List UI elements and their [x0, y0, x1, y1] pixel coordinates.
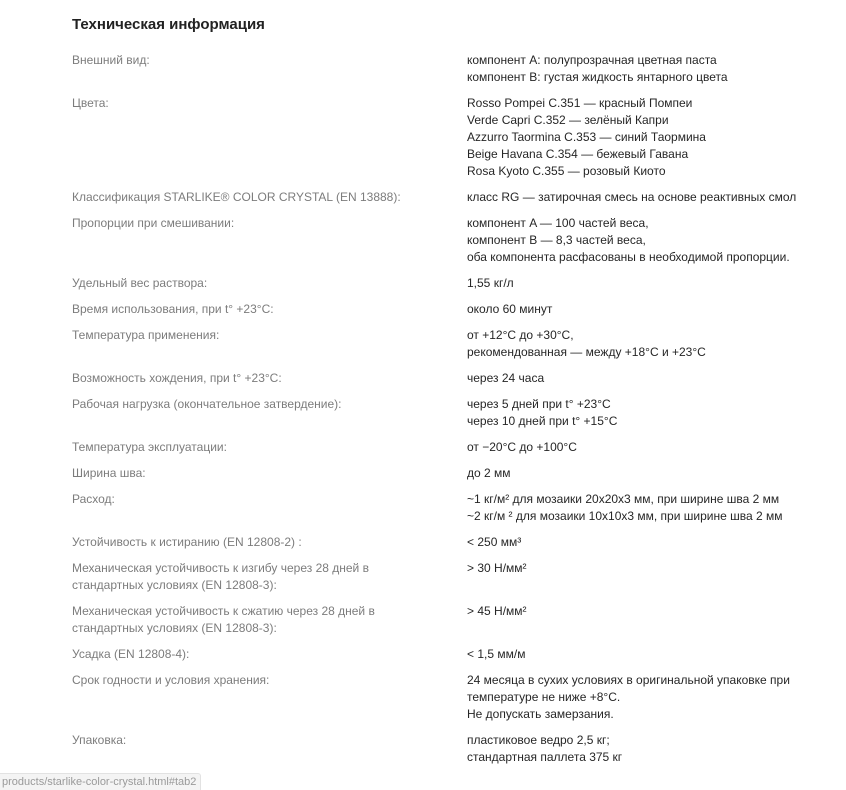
spec-label-line: Пропорции при смешивании:	[72, 216, 235, 230]
spec-value-line: класс RG — затирочная смесь на основе реактивных смол	[467, 190, 797, 204]
spec-label-line: Температура применения:	[72, 328, 220, 342]
spec-label	[72, 301, 467, 318]
spec-value	[467, 370, 812, 387]
spec-row	[72, 439, 812, 456]
spec-value-line: стандартная паллета 375 кг	[467, 750, 623, 764]
spec-label-line: Срок годности и условия хранения:	[72, 673, 270, 687]
spec-row	[72, 491, 812, 525]
spec-value-line: компонент B: густая жидкость янтарного цвета	[467, 70, 728, 84]
spec-row	[72, 95, 812, 180]
spec-row	[72, 465, 812, 482]
spec-value	[467, 534, 812, 551]
spec-value	[467, 396, 812, 430]
spec-row	[72, 301, 812, 318]
spec-label-line: Ширина шва:	[72, 466, 146, 480]
spec-label	[72, 52, 467, 69]
spec-label	[72, 215, 467, 232]
spec-value	[467, 491, 812, 525]
spec-label-line: Цвета:	[72, 96, 109, 110]
tech-info-section	[72, 14, 812, 775]
spec-value-line: компонент B — 8,3 частей веса,	[467, 233, 646, 247]
spec-value-line: около 60 минут	[467, 302, 553, 316]
spec-row	[72, 327, 812, 361]
spec-value-line: компонент A — 100 частей веса,	[467, 216, 649, 230]
spec-label-line: Температура эксплуатации:	[72, 440, 227, 454]
spec-value	[467, 327, 812, 361]
spec-value	[467, 215, 812, 266]
spec-label-line: стандартных условиях (EN 12808-3):	[72, 621, 277, 635]
spec-label	[72, 646, 467, 663]
spec-value-line: пластиковое ведро 2,5 кг;	[467, 733, 610, 747]
spec-value-line: температуре не ниже +8°C.	[467, 690, 621, 704]
spec-label-line: Удельный вес раствора:	[72, 276, 208, 290]
spec-value-line: от −20°C до +100°C	[467, 440, 577, 454]
spec-value	[467, 603, 812, 620]
spec-value	[467, 732, 812, 766]
link-status-bar: products/starlike-color-crystal.html#tab2	[0, 773, 201, 790]
spec-value	[467, 52, 812, 86]
spec-value-line: ~1 кг/м² для мозаики 20x20x3 мм, при ширине шва 2 мм	[467, 492, 780, 506]
spec-label	[72, 439, 467, 456]
spec-table	[72, 52, 812, 766]
spec-value	[467, 275, 812, 292]
spec-value	[467, 560, 812, 577]
spec-value-line: < 1,5 мм/м	[467, 647, 526, 661]
spec-value-line: < 250 мм³	[467, 535, 522, 549]
spec-label	[72, 732, 467, 749]
spec-row	[72, 732, 812, 766]
spec-value	[467, 672, 812, 723]
spec-value-line: Не допускать замерзания.	[467, 707, 614, 721]
spec-label-line: Расход:	[72, 492, 115, 506]
spec-value-line: рекомендованная — между +18°C и +23°C	[467, 345, 706, 359]
spec-value	[467, 95, 812, 180]
spec-value-line: 1,55 кг/л	[467, 276, 514, 290]
spec-label-line: Классификация STARLIKE® COLOR CRYSTAL (EN 13888):	[72, 190, 401, 204]
spec-value-line: > 45 Н/мм²	[467, 604, 527, 618]
spec-label	[72, 491, 467, 508]
spec-value-line: через 5 дней при t° +23°C	[467, 397, 611, 411]
spec-value-line: Verde Capri C.352 — зелёный Капри	[467, 113, 669, 127]
spec-value	[467, 189, 812, 206]
spec-value-line: Azzurro Taormina C.353 — синий Таормина	[467, 130, 706, 144]
spec-row	[72, 189, 812, 206]
spec-label-line: Механическая устойчивость к изгибу через 28 дней в	[72, 561, 369, 575]
spec-row	[72, 370, 812, 387]
spec-value	[467, 439, 812, 456]
section-title: Техническая информация	[72, 16, 265, 33]
spec-row	[72, 646, 812, 663]
spec-label	[72, 560, 467, 594]
spec-value-line: 24 месяца в сухих условиях в оригинальной упаковке при	[467, 673, 790, 687]
spec-label	[72, 189, 467, 206]
spec-value	[467, 465, 812, 482]
spec-label-line: стандартных условиях (EN 12808-3):	[72, 578, 277, 592]
spec-label-line: Рабочая нагрузка (окончательное затвердение):	[72, 397, 342, 411]
spec-label	[72, 327, 467, 344]
spec-label	[72, 396, 467, 413]
spec-label-line: Внешний вид:	[72, 53, 150, 67]
spec-label-line: Время использования, при t° +23°C:	[72, 302, 274, 316]
spec-value-line: оба компонента расфасованы в необходимой пропорции.	[467, 250, 790, 264]
spec-row	[72, 396, 812, 430]
spec-value	[467, 646, 812, 663]
spec-label	[72, 534, 467, 551]
spec-value-line: от +12°C до +30°C,	[467, 328, 574, 342]
spec-value	[467, 301, 812, 318]
spec-label-line: Возможность хождения, при t° +23°C:	[72, 371, 282, 385]
spec-value-line: через 24 часа	[467, 371, 545, 385]
spec-row	[72, 52, 812, 86]
spec-row	[72, 603, 812, 637]
spec-label	[72, 465, 467, 482]
spec-value-line: ~2 кг/м ² для мозаики 10x10x3 мм, при ширине шва 2 мм	[467, 509, 783, 523]
spec-row	[72, 560, 812, 594]
spec-value-line: компонент А: полупрозрачная цветная паста	[467, 53, 717, 67]
spec-row	[72, 215, 812, 266]
spec-value-line: Beige Havana C.354 — бежевый Гавана	[467, 147, 689, 161]
spec-label-line: Устойчивость к истиранию (EN 12808-2) :	[72, 535, 302, 549]
spec-label-line: Механическая устойчивость к сжатию через 28 дней в	[72, 604, 375, 618]
spec-value-line: Rosso Pompei C.351 — красный Помпеи	[467, 96, 693, 110]
spec-label	[72, 370, 467, 387]
spec-label-line: Усадка (EN 12808-4):	[72, 647, 190, 661]
spec-row	[72, 534, 812, 551]
spec-value-line: через 10 дней при t° +15°C	[467, 414, 618, 428]
spec-row	[72, 275, 812, 292]
spec-label	[72, 603, 467, 637]
spec-label	[72, 275, 467, 292]
spec-label	[72, 672, 467, 689]
spec-value-line: Rosa Kyoto C.355 — розовый Киото	[467, 164, 666, 178]
spec-label	[72, 95, 467, 112]
spec-row	[72, 672, 812, 723]
spec-value-line: > 30 Н/мм²	[467, 561, 527, 575]
spec-label-line: Упаковка:	[72, 733, 127, 747]
spec-value-line: до 2 мм	[467, 466, 511, 480]
